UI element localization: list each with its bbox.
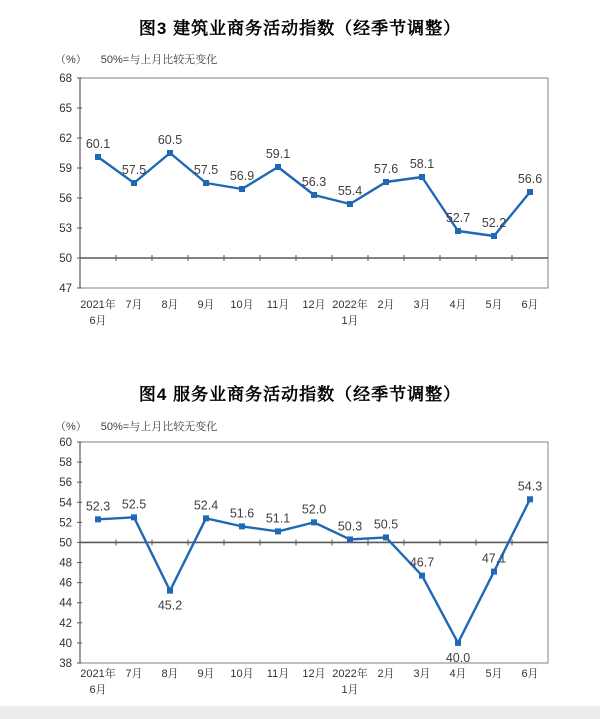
data-point-label: 52.0	[301, 502, 327, 517]
data-point-label: 56.3	[301, 175, 327, 189]
data-point-marker	[95, 154, 101, 160]
figure3-title: 图3 建筑业商务活动指数（经季节调整）	[138, 19, 462, 38]
y-tick-label: 40	[59, 637, 72, 650]
data-point-marker	[491, 569, 497, 575]
page-bottom-strip	[0, 706, 600, 719]
data-point-label: 51.6	[229, 506, 255, 521]
x-category-label: 6月	[521, 668, 539, 680]
x-category-label: 10月	[230, 668, 254, 680]
data-point-label: 52.7	[445, 211, 471, 225]
figure4-line-chart	[0, 432, 600, 719]
figure3-line-chart	[0, 65, 600, 347]
data-point-marker	[95, 516, 101, 522]
x-category-label: 11月	[266, 668, 290, 680]
data-point-label: 57.5	[121, 163, 147, 177]
data-point-label: 52.5	[121, 497, 147, 512]
data-point-label: 57.5	[193, 163, 219, 177]
data-point-marker	[239, 186, 245, 192]
y-tick-label: 44	[59, 597, 72, 610]
data-point-label: 59.1	[265, 147, 291, 161]
x-category-label: 2022年 1月	[332, 299, 368, 327]
x-category-label: 5月	[485, 299, 503, 311]
y-tick-label: 60	[59, 437, 72, 449]
data-point-label: 46.7	[409, 555, 435, 570]
x-category-label: 2022年 1月	[332, 668, 368, 696]
data-point-marker	[311, 192, 317, 198]
data-point-marker	[275, 528, 281, 534]
x-category-label: 3月	[413, 299, 431, 311]
x-category-label: 2月	[377, 299, 395, 311]
data-point-label: 57.6	[373, 162, 399, 176]
data-point-label: 51.1	[265, 511, 291, 526]
x-category-label: 6月	[521, 299, 539, 311]
data-point-label: 56.9	[229, 169, 255, 183]
data-point-label: 52.3	[85, 499, 111, 514]
y-tick-label: 52	[59, 517, 72, 530]
data-point-marker	[347, 201, 353, 207]
x-category-label: 8月	[161, 299, 179, 311]
data-point-marker	[203, 180, 209, 186]
data-point-label: 56.6	[517, 172, 543, 186]
data-point-label: 52.4	[193, 498, 219, 513]
data-point-marker	[455, 228, 461, 234]
data-point-label: 60.5	[157, 133, 183, 147]
x-category-label: 2月	[377, 668, 395, 680]
figure4-note: 50%=与上月比较无变化	[100, 421, 218, 433]
data-point-label: 40.0	[445, 650, 471, 665]
data-point-marker	[419, 174, 425, 180]
data-point-label: 55.4	[337, 184, 363, 198]
data-point-marker	[311, 519, 317, 525]
x-category-label: 9月	[197, 668, 215, 680]
data-point-marker	[131, 514, 137, 520]
x-category-label: 4月	[449, 668, 467, 680]
x-category-label: 9月	[197, 299, 215, 311]
x-category-label: 12月	[302, 299, 326, 311]
data-point-marker	[383, 179, 389, 185]
x-category-label: 10月	[230, 299, 254, 311]
data-point-marker	[527, 496, 533, 502]
data-point-label: 60.1	[85, 137, 111, 151]
data-point-marker	[455, 640, 461, 646]
x-category-label: 11月	[266, 299, 290, 311]
data-point-label: 54.3	[517, 479, 543, 494]
x-category-label: 8月	[161, 668, 179, 680]
x-category-label: 4月	[449, 299, 467, 311]
data-point-marker	[275, 164, 281, 170]
y-tick-label: 59	[59, 163, 72, 175]
y-tick-label: 38	[59, 658, 72, 670]
x-category-label: 3月	[413, 668, 431, 680]
figure3-unit-label: （%）	[55, 54, 87, 66]
data-point-marker	[203, 515, 209, 521]
data-point-label: 45.2	[157, 598, 183, 613]
x-category-label: 12月	[302, 668, 326, 680]
y-tick-label: 53	[59, 223, 72, 235]
y-tick-label: 42	[59, 617, 72, 630]
y-tick-label: 54	[59, 497, 72, 510]
x-category-label: 2021年 6月	[80, 668, 116, 696]
y-tick-label: 50	[59, 253, 72, 265]
x-category-label: 7月	[125, 299, 143, 311]
x-category-label: 5月	[485, 668, 503, 680]
data-point-marker	[167, 150, 173, 156]
data-point-marker	[419, 573, 425, 579]
data-point-label: 52.2	[481, 216, 507, 230]
y-tick-label: 56	[59, 477, 72, 490]
figure4-title: 图4 服务业商务活动指数（经季节调整）	[138, 385, 462, 404]
figure3-note: 50%=与上月比较无变化	[100, 54, 218, 66]
x-category-label: 2021年 6月	[80, 299, 116, 327]
data-point-label: 50.5	[373, 517, 399, 532]
y-tick-label: 56	[59, 193, 72, 205]
y-tick-label: 68	[59, 73, 72, 85]
y-tick-label: 58	[59, 457, 72, 470]
data-point-label: 58.1	[409, 157, 435, 171]
data-point-marker	[491, 233, 497, 239]
data-point-marker	[347, 536, 353, 542]
data-point-marker	[239, 523, 245, 529]
data-point-marker	[167, 588, 173, 594]
y-tick-label: 65	[59, 103, 72, 115]
y-tick-label: 50	[59, 537, 72, 550]
data-point-label: 47.1	[481, 551, 507, 566]
data-point-marker	[131, 180, 137, 186]
y-tick-label: 62	[59, 133, 72, 145]
x-category-label: 7月	[125, 668, 143, 680]
data-point-marker	[527, 189, 533, 195]
data-point-marker	[383, 534, 389, 540]
y-tick-label: 46	[59, 577, 72, 590]
data-point-label: 50.3	[337, 519, 363, 534]
y-tick-label: 48	[59, 557, 72, 570]
figure4-unit-label: （%）	[55, 421, 87, 433]
y-tick-label: 47	[59, 283, 72, 295]
